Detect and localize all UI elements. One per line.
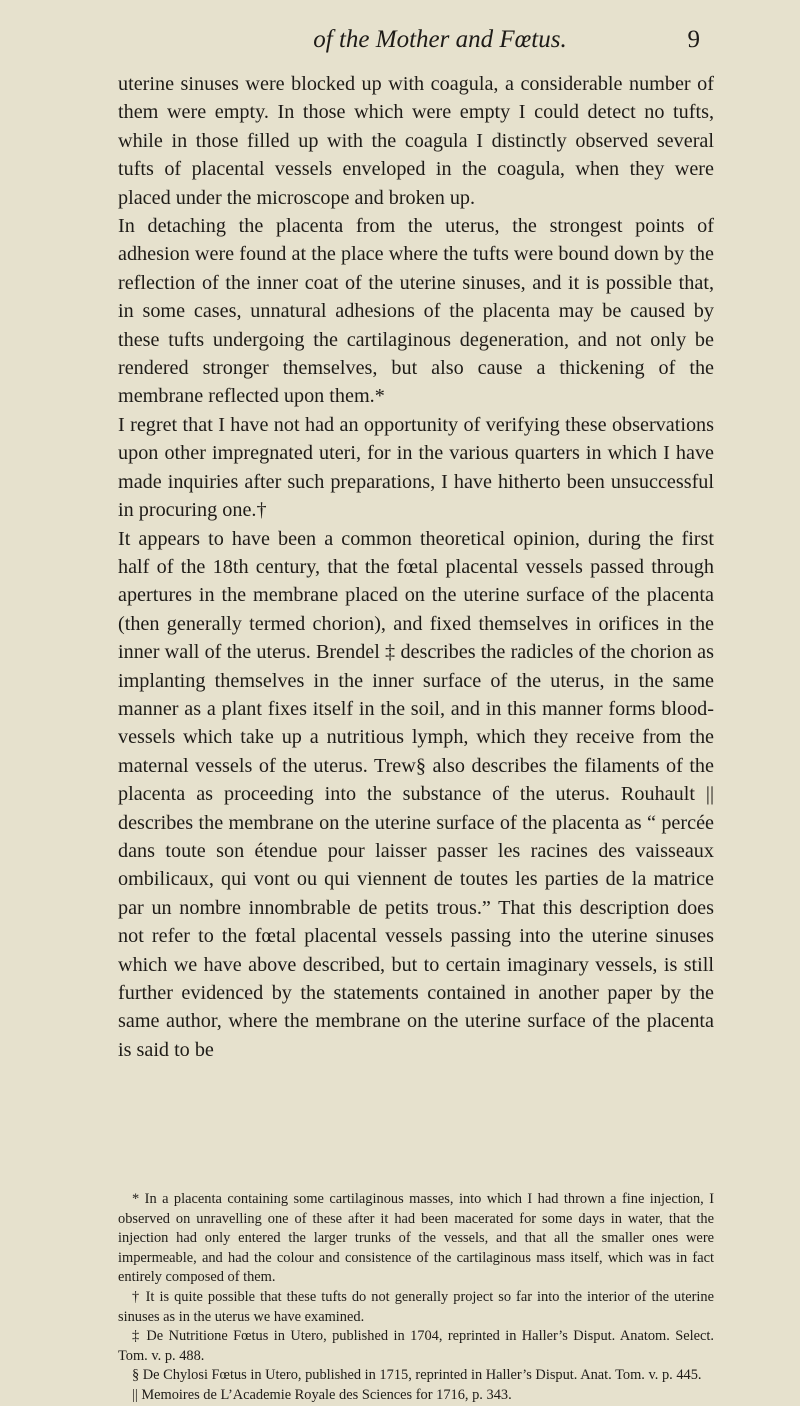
footnote-asterisk: * In a placenta containing some cartilaginous masses, into which I had thrown a fine injection, I observed on unravelling one of these after it had been macerated for some days in water, that the injection had only entered the larger trunks of the vessels, and that all the smaller ones were impermeable, and had the colour and consistence of the cartilaginous mass itself, which was in fact entirely composed of them.: [118, 1191, 714, 1286]
paragraph-theoretical-opinion: It appears to have been a common theoretical opinion, during the first half of the 18th century, that the fœtal placental vessels passed through apertures in the membrane placed on the uterine surface of the placenta (then generally termed chorion), and fixed themselves in orifices in the inner wall of the uterus. Brendel ‡ describes the radicles of the chorion as implanting themselves in the inner surface of the uterus, in the same manner as a plant fixes itself in the soil, and in this manner forms blood-vessels which take up a nutritious lymph, which they receive from the maternal vessels of the uterus. Trew§ also describes the filaments of the placenta as proceeding into the substance of the uterus. Rouhault || describes the membrane on the uterine surface of the placenta as “ percée dans toute son étendue pour laisser passer les racines des vaisseaux ombilicaux, qui vont ou qui viennent de toutes les parties de la matrice par un nombre innombrable de petits trous.” That this description does not refer to the fœtal placental vessels passing into the uterine sinuses which we have above described, but to certain imaginary vessels, is still further evidenced by the statements contained in another paper by the same author, where the membrane on the uterine surface of the placenta is said to be: [118, 527, 714, 1061]
footnote-parallel: || Memoires de L’Academie Royale des Sciences for 1716, p. 343.: [132, 1386, 512, 1403]
footnote-dagger: † It is quite possible that these tufts do not generally project so far into the interior of the uterine sinuses as in the uterus we have examined.: [118, 1288, 714, 1325]
paragraph-detaching-placenta: In detaching the placenta from the uterus, the strongest points of adhesion were found at the place where the tufts were bound down by the reflection of the inner coat of the uterine sinuses, and it is possible that, in some cases, unnatural adhesions of the placenta may be caused by these tufts undergoing the cartilaginous degeneration, and not only be rendered stronger themselves, but also cause a thickening of the membrane reflected upon them.*: [118, 215, 714, 408]
footnote-section: § De Chylosi Fœtus in Utero, published in 1715, reprinted in Haller’s Disput. Anat. Tom. v. p. 445.: [132, 1367, 702, 1384]
footnotes: [118, 1190, 714, 1406]
running-title: of the Mother and Fœtus.: [313, 26, 567, 53]
paragraph-regret: I regret that I have not had an opportunity of verifying these observations upon other impregnated uteri, for in the various quarters in which I have made inquiries after such preparations, I have hitherto been unsuccessful in procuring one.†: [118, 413, 714, 522]
footnote-double-dagger: ‡ De Nutritione Fœtus in Utero, published in 1704, reprinted in Haller’s Disput. Anatom. Select. Tom. v. p. 488.: [118, 1328, 714, 1364]
page-number: 9: [687, 26, 700, 53]
body-text: [118, 70, 714, 1064]
paragraph-continuation: uterine sinuses were blocked up with coagula, a considerable number of them were empty. In those which were empty I could detect no tufts, while in those filled up with the coagula I distinctly observed several tufts of placental vessels enveloped in the coagula, when they were placed under the microscope and broken up.: [118, 73, 714, 209]
running-head: [120, 20, 720, 64]
